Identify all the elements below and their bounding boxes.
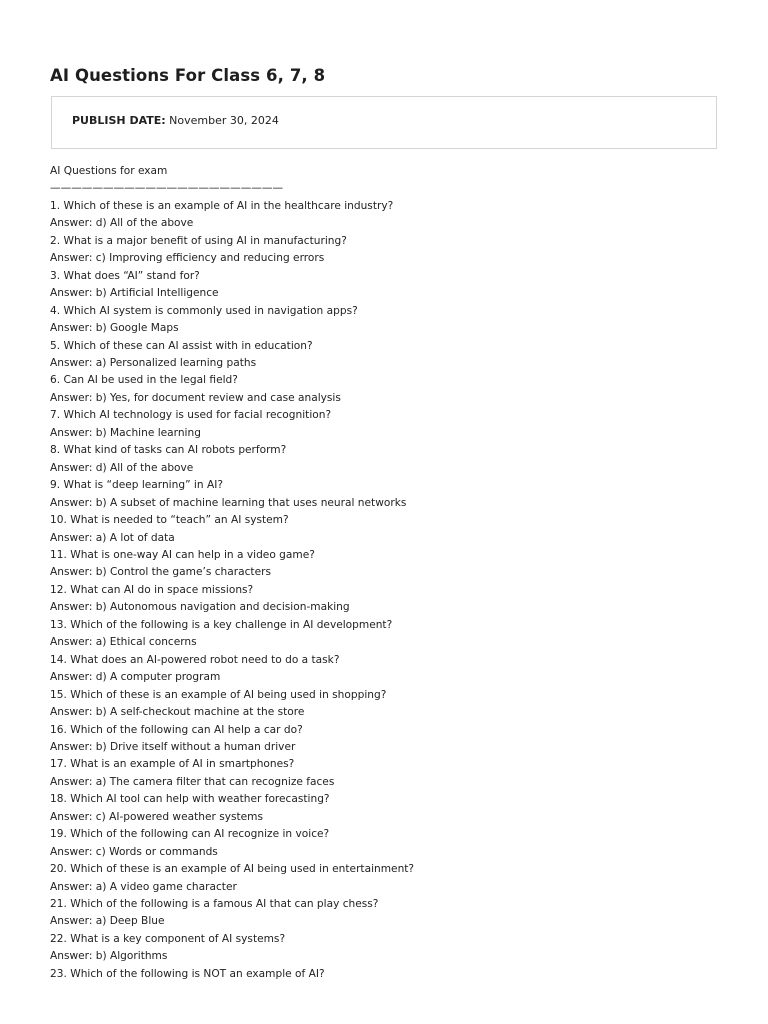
question-text: 4. Which AI system is commonly used in navigation apps? <box>50 304 358 317</box>
question-text: 2. What is a major benefit of using AI in manufacturing? <box>50 234 347 247</box>
intro-text: AI Questions for exam <box>50 165 168 177</box>
question-text: 5. Which of these can AI assist with in education? <box>50 339 313 352</box>
answer-text: Answer: b) Artificial Intelligence <box>50 287 219 300</box>
question-text: 7. Which AI technology is used for facial recognition? <box>50 409 332 422</box>
answer-text: Answer: d) All of the above <box>50 217 194 230</box>
answer-text: Answer: a) Deep Blue <box>50 915 165 928</box>
publish-date-value: November 30, 2024 <box>169 114 279 127</box>
document-body <box>50 163 730 983</box>
answer-text: Answer: b) Control the game’s characters <box>50 566 271 579</box>
answer-text: Answer: a) Personalized learning paths <box>50 356 257 369</box>
publish-date-label: PUBLISH DATE: <box>72 114 166 127</box>
qa-list <box>50 198 730 983</box>
question-text: 20. Which of these is an example of AI being used in entertainment? <box>50 863 415 876</box>
question-text: 1. Which of these is an example of AI in the healthcare industry? <box>50 199 394 212</box>
divider-line: —————————————————————— <box>50 182 284 195</box>
answer-text: Answer: a) A video game character <box>50 880 237 893</box>
question-text: 15. Which of these is an example of AI being used in shopping? <box>50 688 387 701</box>
question-text: 10. What is needed to “teach” an AI system? <box>50 514 289 527</box>
answer-text: Answer: d) A computer program <box>50 671 221 684</box>
question-text: 21. Which of the following is a famous AI that can play chess? <box>50 898 379 911</box>
question-text: 16. Which of the following can AI help a car do? <box>50 723 303 736</box>
question-text: 14. What does an AI-powered robot need to do a task? <box>50 653 340 666</box>
answer-text: Answer: d) All of the above <box>50 461 194 474</box>
question-text: 8. What kind of tasks can AI robots perform? <box>50 444 287 457</box>
answer-text: Answer: a) A lot of data <box>50 531 175 544</box>
question-text: 11. What is one-way AI can help in a video game? <box>50 548 315 561</box>
answer-text: Answer: b) A subset of machine learning that uses neural networks <box>50 496 407 509</box>
question-text: 17. What is an example of AI in smartphones? <box>50 758 295 771</box>
answer-text: Answer: b) Drive itself without a human driver <box>50 740 296 753</box>
answer-text: Answer: b) Yes, for document review and case analysis <box>50 391 341 404</box>
question-text: 9. What is “deep learning” in AI? <box>50 479 223 492</box>
answer-text: Answer: a) Ethical concerns <box>50 636 197 649</box>
question-text: 19. Which of the following can AI recognize in voice? <box>50 828 330 841</box>
answer-text: Answer: b) Machine learning <box>50 426 201 439</box>
question-text: 23. Which of the following is NOT an example of AI? <box>50 967 325 980</box>
question-text: 22. What is a key component of AI systems? <box>50 932 286 945</box>
page-title: AI Questions For Class 6, 7, 8 <box>50 66 326 85</box>
publish-date-line <box>72 114 279 127</box>
question-text: 18. Which AI tool can help with weather forecasting? <box>50 793 330 806</box>
question-text: 3. What does “AI” stand for? <box>50 269 200 282</box>
answer-text: Answer: b) Google Maps <box>50 322 179 335</box>
answer-text: Answer: b) Autonomous navigation and decision-making <box>50 601 350 614</box>
answer-text: Answer: c) Improving efficiency and reducing errors <box>50 252 325 265</box>
question-text: 12. What can AI do in space missions? <box>50 583 254 596</box>
answer-text: Answer: c) AI-powered weather systems <box>50 810 264 823</box>
answer-text: Answer: b) Algorithms <box>50 950 168 963</box>
answer-text: Answer: b) A self-checkout machine at the store <box>50 706 305 719</box>
question-text: 13. Which of the following is a key challenge in AI development? <box>50 618 393 631</box>
answer-text: Answer: a) The camera filter that can recognize faces <box>50 775 335 788</box>
question-text: 6. Can AI be used in the legal field? <box>50 374 238 387</box>
publish-date-box <box>51 96 717 149</box>
answer-text: Answer: c) Words or commands <box>50 845 218 858</box>
